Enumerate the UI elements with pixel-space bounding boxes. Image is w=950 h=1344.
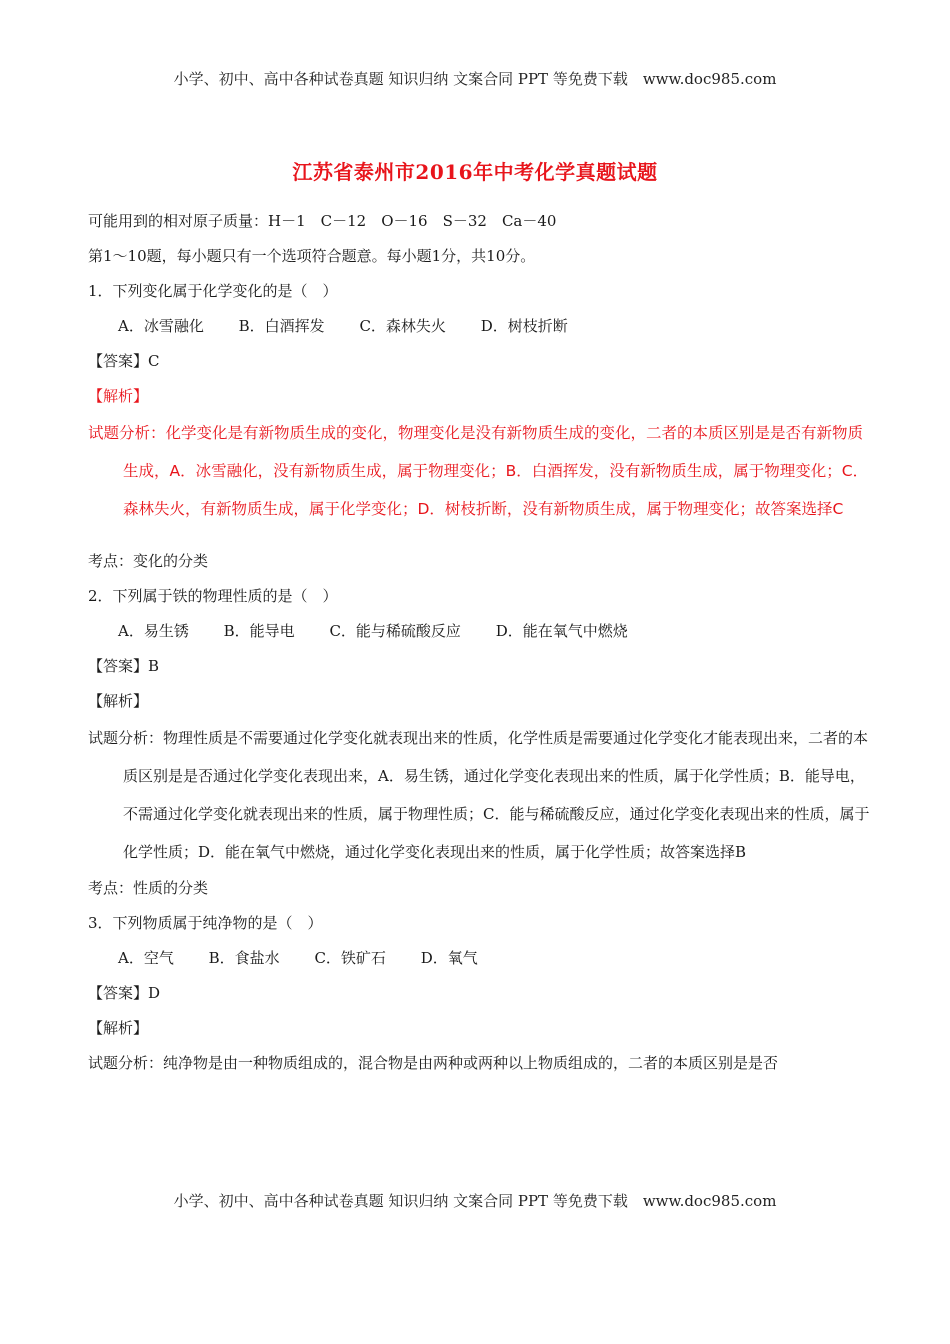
q1-kaodian: 考点：变化的分类 xyxy=(88,552,209,570)
q1-option-a: A．冰雪融化 xyxy=(118,317,204,335)
q3-jiexi-heading: 【解析】 xyxy=(88,1019,149,1037)
document-body xyxy=(88,204,878,1081)
q2-option-c: C．能与稀硫酸反应 xyxy=(329,622,461,640)
q2-option-a: A．易生锈 xyxy=(118,622,189,640)
q3-option-b: B．食盐水 xyxy=(208,949,280,967)
q2-analysis: 试题分析：物理性质是不需要通过化学变化就表现出来的性质，化学性质是需要通过化学变化才能表现出来，二者的本质区别是是否通过化学变化表现出来，A．易生锈，通过化学变化表现出来的性质，属于化学性质；B．能导电，不需通过化学变化就表现出来的性质，属于物理性质；C．能与稀硫酸反应，通过化学变化表现出来的性质，属于化学性质；D．能在氧气中燃烧，通过化学变化表现出来的性质，属于化学性质；故答案选择B xyxy=(88,729,870,861)
page-title: 江苏省泰州市2016年中考化学真题试题 xyxy=(292,160,658,184)
q1-answer: 【答案】C xyxy=(88,352,160,370)
q1-option-c: C．森林失火 xyxy=(359,317,446,335)
q3-option-c: C．铁矿石 xyxy=(314,949,386,967)
q1-jiexi-heading: 【解析】 xyxy=(88,387,149,405)
q2-option-b: B．能导电 xyxy=(223,622,295,640)
q2-option-d: D．能在氧气中燃烧 xyxy=(495,622,628,640)
q3-stem: 3．下列物质属于纯净物的是（ ） xyxy=(88,914,323,932)
q2-answer: 【答案】B xyxy=(88,657,160,675)
q3-option-d: D．氧气 xyxy=(420,949,478,967)
q3-analysis: 试题分析：纯净物是由一种物质组成的，混合物是由两种或两种以上物质组成的，二者的本质区别是是否 xyxy=(88,1054,779,1072)
instructions: 第1～10题，每小题只有一个选项符合题意。每小题1分，共10分。 xyxy=(88,247,536,265)
atomic-masses: 可能用到的相对原子质量：H－1 C－12 O－16 S－32 Ca－40 xyxy=(88,212,557,230)
q3-option-a: A．空气 xyxy=(118,949,174,967)
q3-options xyxy=(88,941,878,976)
q2-jiexi-heading: 【解析】 xyxy=(88,692,149,710)
page-footer: 小学、初中、高中各种试卷真题 知识归纳 文案合同 PPT 等免费下载 www.doc985.com xyxy=(173,1192,777,1210)
page-header: 小学、初中、高中各种试卷真题 知识归纳 文案合同 PPT 等免费下载 www.doc985.com xyxy=(173,70,777,88)
q3-answer: 【答案】D xyxy=(88,984,161,1002)
q1-option-b: B．白酒挥发 xyxy=(238,317,325,335)
q2-stem: 2．下列属于铁的物理性质的是（ ） xyxy=(88,587,338,605)
q2-kaodian: 考点：性质的分类 xyxy=(88,879,209,897)
q1-stem: 1．下列变化属于化学变化的是（ ） xyxy=(88,282,338,300)
q1-option-d: D．树枝折断 xyxy=(480,317,568,335)
q1-options xyxy=(88,309,878,344)
q2-options xyxy=(88,614,878,649)
q1-analysis: 试题分析：化学变化是有新物质生成的变化，物理变化是没有新物质生成的变化，二者的本质区别是是否有新物质生成，A．冰雪融化，没有新物质生成，属于物理变化；B．白酒挥发，没有新物质生成，属于物理变化；C．森林失火，有新物质生成，属于化学变化；D．树枝折断，没有新物质生成，属于物理变化；故答案选择C xyxy=(88,424,869,518)
